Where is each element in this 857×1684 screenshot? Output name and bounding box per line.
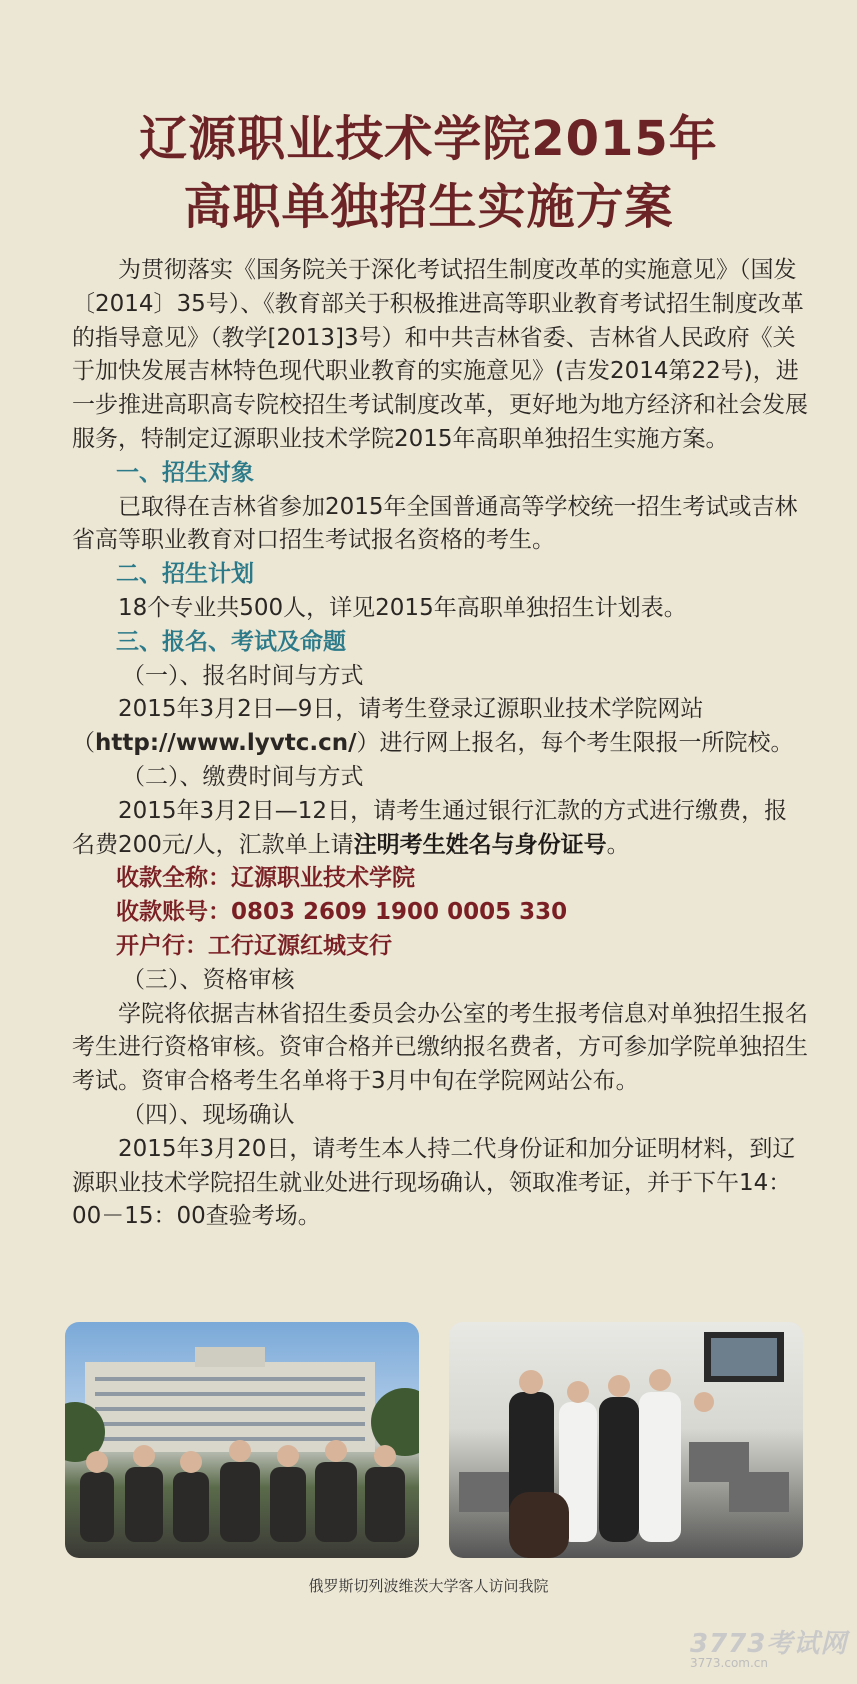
section-2-text: 18个专业共500人，详见2015年高职单独招生计划表。 [118, 594, 687, 621]
subsection-2-text-a: 2015年3月2日—12日，请考生通过银行汇款的方式进行缴费，报名费200元/人，汇款单上请 [72, 797, 788, 858]
subsection-2-bold-note: 注明考生姓名与身份证号 [353, 831, 607, 858]
photo-campus-group [65, 1322, 419, 1558]
watermark [690, 1623, 850, 1670]
subsection-1-text [72, 693, 808, 761]
photo-computer-lab [449, 1322, 803, 1558]
payee-bank: 开户行：工行辽源红城支行 [116, 932, 392, 959]
subsection-4-text: 2015年3月20日，请考生本人持二代身份证和加分证明材料，到辽源职业技术学院招生就业处进行现场确认，领取准考证，并于下午14：00－15：00查验考场。 [72, 1135, 796, 1230]
photo-computer-lab-illustration [449, 1322, 803, 1558]
subsection-3-text: 学院将依据吉林省招生委员会办公室的考生报考信息对单独招生报名考生进行资格审核。资审合格并已缴纳报名费者，方可参加学院单独招生考试。资审合格考生名单将于3月中旬在学院网站公布。 [72, 1000, 808, 1095]
subsection-1-text-b: ）进行网上报名，每个考生限报一所院校。 [356, 730, 794, 757]
document-body [72, 254, 808, 1234]
subsection-4-heading: （四）、现场确认 [122, 1101, 295, 1128]
section-1-heading: 一、招生对象 [116, 459, 254, 486]
subsection-1-text-a: 2015年3月2日—9日，请考生登录辽源职业技术学院网站（ [72, 696, 704, 757]
intro-paragraph: 为贯彻落实《国务院关于深化考试招生制度改革的实施意见》（国发〔2014〕35号）、《教育部关于积极推进高等职业教育考试招生制度改革的指导意见》（教学[2013]3号）和中共吉林省委、吉林省人民政府《关于加快发展吉林特色现代职业教育的实施意见》(吉发2014第22号)，进一步推进高职高专院校招生考试制度改革，更好地为地方经济和社会发展服务，特制定辽源职业技术学院2015年高职单独招生实施方案。 [72, 257, 808, 452]
watermark-url: 3773.com.cn [690, 1656, 768, 1670]
section-1-text: 已取得在吉林省参加2015年全国普通高等学校统一招生考试或吉林省高等职业教育对口招生考试报名资格的考生。 [72, 493, 798, 554]
watermark-brand: 3773考试网 [690, 1629, 848, 1659]
title-line-2: 高职单独招生实施方案 [183, 179, 674, 235]
subsection-1-heading: （一）、报名时间与方式 [122, 662, 364, 689]
photo-campus-group-illustration [65, 1322, 419, 1558]
section-2-heading: 二、招生计划 [116, 561, 254, 588]
website-link[interactable]: http://www.lyvtc.cn/ [95, 730, 357, 757]
section-3-heading: 三、报名、考试及命题 [116, 628, 346, 655]
title-line-1: 辽源职业技术学院2015年 [139, 111, 718, 167]
photo-caption: 俄罗斯切列波维茨大学客人访问我院 [308, 1577, 549, 1595]
subsection-2-text-b: 。 [606, 831, 630, 858]
payee-account: 收款账号：0803 2609 1900 0005 330 [116, 899, 568, 926]
subsection-3-heading: （三）、资格审核 [122, 966, 295, 993]
subsection-2-heading: （二）、缴费时间与方式 [122, 763, 364, 790]
payee-name: 收款全称：辽源职业技术学院 [116, 865, 415, 892]
subsection-2-text [72, 795, 808, 863]
